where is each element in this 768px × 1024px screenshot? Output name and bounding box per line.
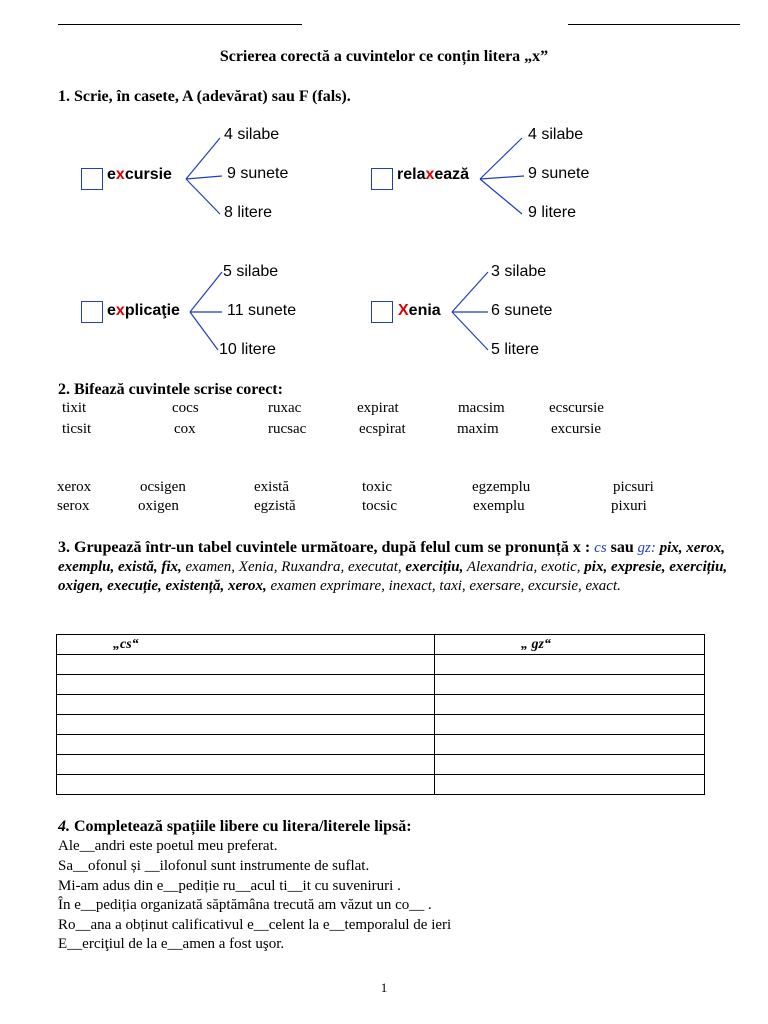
word-list: examen exprimare, inexact, taxi, exersare, excursie, exact. [266, 578, 621, 594]
table-cell[interactable] [57, 655, 435, 675]
gz-label: gz: [637, 540, 656, 556]
table-cell[interactable] [435, 775, 705, 795]
fill-sentence[interactable]: Ro__ana a obținut calificativul e__celent la e__temporalul de ieri [58, 917, 452, 933]
word-option[interactable]: exemplu [473, 498, 525, 514]
word-option[interactable]: ruxac [268, 400, 302, 416]
word-option[interactable]: cocs [172, 400, 199, 416]
table-cell[interactable] [435, 755, 705, 775]
answer-box-excursie[interactable] [81, 168, 103, 190]
word-excursie: excursie [107, 166, 172, 183]
table-cell[interactable] [435, 715, 705, 735]
option-label: 6 sunete [491, 302, 553, 319]
word-xenia: Xenia [398, 302, 441, 319]
table-cell[interactable] [435, 695, 705, 715]
word-list-bold: exercițiu, [405, 559, 464, 575]
grouping-table [56, 634, 705, 795]
fill-sentence[interactable]: În e__pediția organizată săptămâna trecută am văzut un co__ . [58, 897, 432, 913]
word-list-bold: pix, xerox, exemplu, există, fix, [58, 540, 726, 575]
header-gz: „ gz“ [435, 635, 705, 655]
word-option[interactable]: ecspirat [359, 421, 406, 437]
word-relaxeaza: relaxează [397, 166, 470, 183]
ex3-instructions [58, 538, 738, 596]
word-explicatie: explicaţie [107, 302, 180, 319]
word-option[interactable]: ticsit [62, 421, 92, 437]
option-label: 5 silabe [223, 263, 279, 280]
word-option[interactable]: tocsic [362, 498, 397, 514]
word-option[interactable]: cox [174, 421, 196, 437]
ex1-heading: 1. Scrie, în casete, A (adevărat) sau F (fals). [58, 88, 351, 105]
option-label: 3 silabe [491, 263, 547, 280]
table-cell[interactable] [57, 775, 435, 795]
word-list: Alexandria, exotic, [466, 559, 585, 575]
word-option[interactable]: excursie [551, 421, 601, 437]
option-label: 11 sunete [227, 302, 297, 319]
table-cell[interactable] [435, 655, 705, 675]
table-row [57, 755, 705, 775]
answer-box-explicatie[interactable] [81, 301, 103, 323]
word-option[interactable]: macsim [458, 400, 505, 416]
word-option[interactable]: egzistă [254, 498, 296, 514]
table-row [57, 715, 705, 735]
answer-box-xenia[interactable] [371, 301, 393, 323]
word-option[interactable]: pixuri [611, 498, 647, 514]
option-label: 10 litere [219, 341, 276, 358]
table-cell[interactable] [57, 675, 435, 695]
fill-sentence[interactable]: Ale__andri este poetul meu preferat. [58, 838, 278, 854]
ex1-branch-lines [0, 0, 768, 380]
page-title: Scrierea corectă a cuvintelor ce conțin litera „x” [219, 48, 549, 65]
word-option[interactable]: xerox [57, 479, 92, 495]
cs-label: cs [594, 540, 607, 556]
word-option[interactable]: ecscursie [549, 400, 604, 416]
word-option[interactable]: tixit [62, 400, 87, 416]
table-row [57, 675, 705, 695]
ex2-heading: 2. Bifează cuvintele scrise corect: [58, 381, 283, 398]
word-option[interactable]: toxic [362, 479, 392, 495]
option-label: 9 litere [528, 204, 577, 221]
word-list: examen, Xenia, Ruxandra, executat, [181, 559, 406, 575]
table-row [57, 655, 705, 675]
header-cs: „cs“ [57, 635, 435, 655]
word-list-bold: pix, expresie, exercițiu, oxigen, execuție, existență, xerox, [58, 559, 728, 594]
fill-sentence[interactable]: E__erciţiul de la e__amen a fost uşor. [58, 936, 285, 952]
word-option[interactable]: picsuri [613, 479, 654, 495]
option-label: 8 litere [224, 204, 273, 221]
page-number: 1 [380, 980, 388, 995]
fill-sentence[interactable]: Mi-am adus din e__pediție ru__acul ti__it cu suveniruri . [58, 878, 401, 894]
table-row [57, 735, 705, 755]
table-cell[interactable] [435, 735, 705, 755]
word-option[interactable]: există [254, 479, 289, 495]
word-option[interactable]: egzemplu [472, 479, 531, 495]
answer-box-relaxeaza[interactable] [371, 168, 393, 190]
option-label: 4 silabe [528, 126, 584, 143]
table-cell[interactable] [435, 675, 705, 695]
word-option[interactable]: ocsigen [140, 479, 186, 495]
word-option[interactable]: serox [57, 498, 90, 514]
table-cell[interactable] [57, 735, 435, 755]
word-option[interactable]: oxigen [138, 498, 179, 514]
table-row [57, 775, 705, 795]
word-option[interactable]: maxim [457, 421, 499, 437]
word-option[interactable]: rucsac [268, 421, 307, 437]
word-option[interactable]: expirat [357, 400, 399, 416]
option-label: 9 sunete [528, 165, 590, 182]
option-label: 5 litere [491, 341, 540, 358]
fill-sentence[interactable]: Sa__ofonul și __ilofonul sunt instrumente de suflat. [58, 858, 370, 874]
table-cell[interactable] [57, 755, 435, 775]
table-cell[interactable] [57, 715, 435, 735]
option-label: 9 sunete [227, 165, 289, 182]
table-cell[interactable] [57, 695, 435, 715]
option-label: 4 silabe [224, 126, 280, 143]
table-header-row [57, 635, 705, 655]
ex4-heading: 4. Completează spațiile libere cu litera/literele lipsă: [58, 818, 412, 835]
table-row [57, 695, 705, 715]
ex3-heading: 3. Grupează într-un tabel cuvintele următoare, după felul cum se pronunță x : [58, 539, 595, 556]
sau-label: sau [606, 539, 634, 556]
